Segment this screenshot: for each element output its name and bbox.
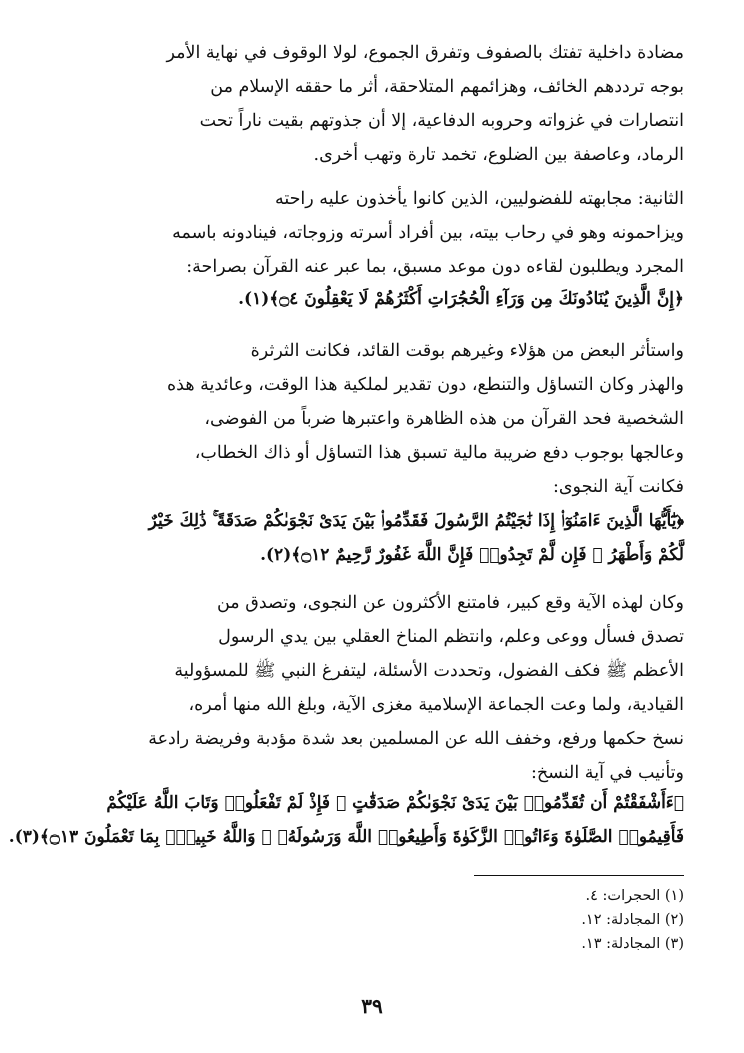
text-line: الرماد، وعاصفة بين الضلوع، تخمد تارة وتهب أخرى. xyxy=(313,145,684,165)
paragraph-3 xyxy=(94,334,684,504)
verse-line: ﴿إِنَّ الَّذِينَ يُنَادُونَكَ مِن وَرَآءِ الْحُجُرَاتِ أَكْثَرُهُمْ لَا يَعْقِلُونَ ۝٤﴾(١). xyxy=(238,289,684,309)
text-line: والهذر وكان التساؤل والتنطع، دون تقدير لملكية هذا الوقت، وعائدية هذه xyxy=(167,375,684,395)
verse-line: ﴿يَٰٓأَيُّهَا الَّذِينَ ءَامَنُوٓا۟ إِذَا نَٰجَيْتُمُ الرَّسُولَ فَقَدِّمُوا۟ بَيْنَ يَدَىْ نَجْوَىٰكُمْ صَدَقَةً ۚ ذَٰلِكَ خَيْرٌ xyxy=(148,511,684,531)
paragraph-4 xyxy=(94,586,684,790)
text-line: بوجه ترددهم الخائف، وهزائمهم المتلاحقة، أثر ما حققه الإسلام من xyxy=(210,77,684,97)
text-line: الثانية: مجابهته للفضوليين، الذين كانوا يأخذون عليه راحته xyxy=(274,189,684,209)
page-number: ٣٩ xyxy=(361,994,383,1018)
text-line: الأعظم ﷺ فكف الفضول، وتحددت الأسئلة، ليتفرغ النبي ﷺ للمسؤولية xyxy=(174,661,684,681)
footnote-1: (١) الحجرات: ٤. xyxy=(585,888,684,904)
text-line: نسخ حكمها ورفع، وخفف الله عن المسلمين بعد شدة مؤدبة وفريضة رادعة xyxy=(148,729,684,749)
text-line: القيادية، ولما وعت الجماعة الإسلامية مغزى الآية، وبلغ الله منها أمره، xyxy=(188,695,684,715)
text-line: وكان لهذه الآية وقع كبير، فامتنع الأكثرون عن النجوى، وتصدق من xyxy=(216,593,684,613)
paragraph-2 xyxy=(94,182,684,284)
footnote-separator xyxy=(474,875,684,876)
quran-verse-2 xyxy=(94,504,684,572)
quran-verse-1 xyxy=(94,282,684,316)
footnotes xyxy=(430,884,684,956)
footnote-3: (٣) المجادلة: ١٣. xyxy=(581,936,684,952)
text-line: ويزاحمونه وهو في رحاب بيته، بين أفراد أسرته وزوجاته، فينادونه باسمه xyxy=(172,223,684,243)
paragraph-1 xyxy=(94,36,684,172)
verse-line: لَّكُمْ وَأَطْهَرُ ۚ فَإِن لَّمْ تَجِدُوا۟ فَإِنَّ اللَّهَ غَفُورٌ رَّحِيمٌ ۝١٢﴾(٢). xyxy=(260,545,684,565)
verse-line: ﴿ءَأَشْفَقْتُمْ أَن تُقَدِّمُوا۟ بَيْنَ يَدَىْ نَجْوَىٰكُمْ صَدَقَٰتٍ ۚ فَإِذْ لَمْ تَفْعَلُوا۟ وَتَابَ اللَّهُ عَلَيْكُمْ xyxy=(106,793,684,813)
text-line: المجرد ويطلبون لقاءه دون موعد مسبق، بما عبر عنه القرآن بصراحة: xyxy=(186,257,684,277)
footnote-2: (٢) المجادلة: ١٢. xyxy=(581,912,684,928)
verse-line: فَأَقِيمُوا۟ الصَّلَوٰةَ وَءَاتُوا۟ الزَّكَوٰةَ وَأَطِيعُوا۟ اللَّهَ وَرَسُولَهُۥ ۚ وَاللَّهُ خَبِيرٌۢ بِمَا تَعْمَلُونَ ۝١٣﴾(٣). xyxy=(8,827,684,847)
text-line: وتأنيب في آية النسخ: xyxy=(530,763,684,783)
text-line: فكانت آية النجوى: xyxy=(552,477,684,497)
text-line: انتصارات في غزواته وحروبه الدفاعية، إلا أن جذوتهم بقيت ناراً تحت xyxy=(199,111,684,131)
text-line: الشخصية فحد القرآن من هذه الظاهرة واعتبرها ضرباً من الفوضى، xyxy=(204,409,684,429)
text-line: واستأثر البعض من هؤلاء وغيرهم بوقت القائد، فكانت الثرثرة xyxy=(250,341,684,361)
text-line: تصدق فسأل ووعى وعلم، وانتظم المناخ العقلي بين يدي الرسول xyxy=(218,627,684,647)
quran-verse-3 xyxy=(8,786,684,854)
text-line: وعالجها بوجوب دفع ضريبة مالية تسبق هذا التساؤل أو ذاك الخطاب، xyxy=(194,443,684,463)
text-line: مضادة داخلية تفتك بالصفوف وتفرق الجموع، لولا الوقوف في نهاية الأمر xyxy=(166,43,684,63)
